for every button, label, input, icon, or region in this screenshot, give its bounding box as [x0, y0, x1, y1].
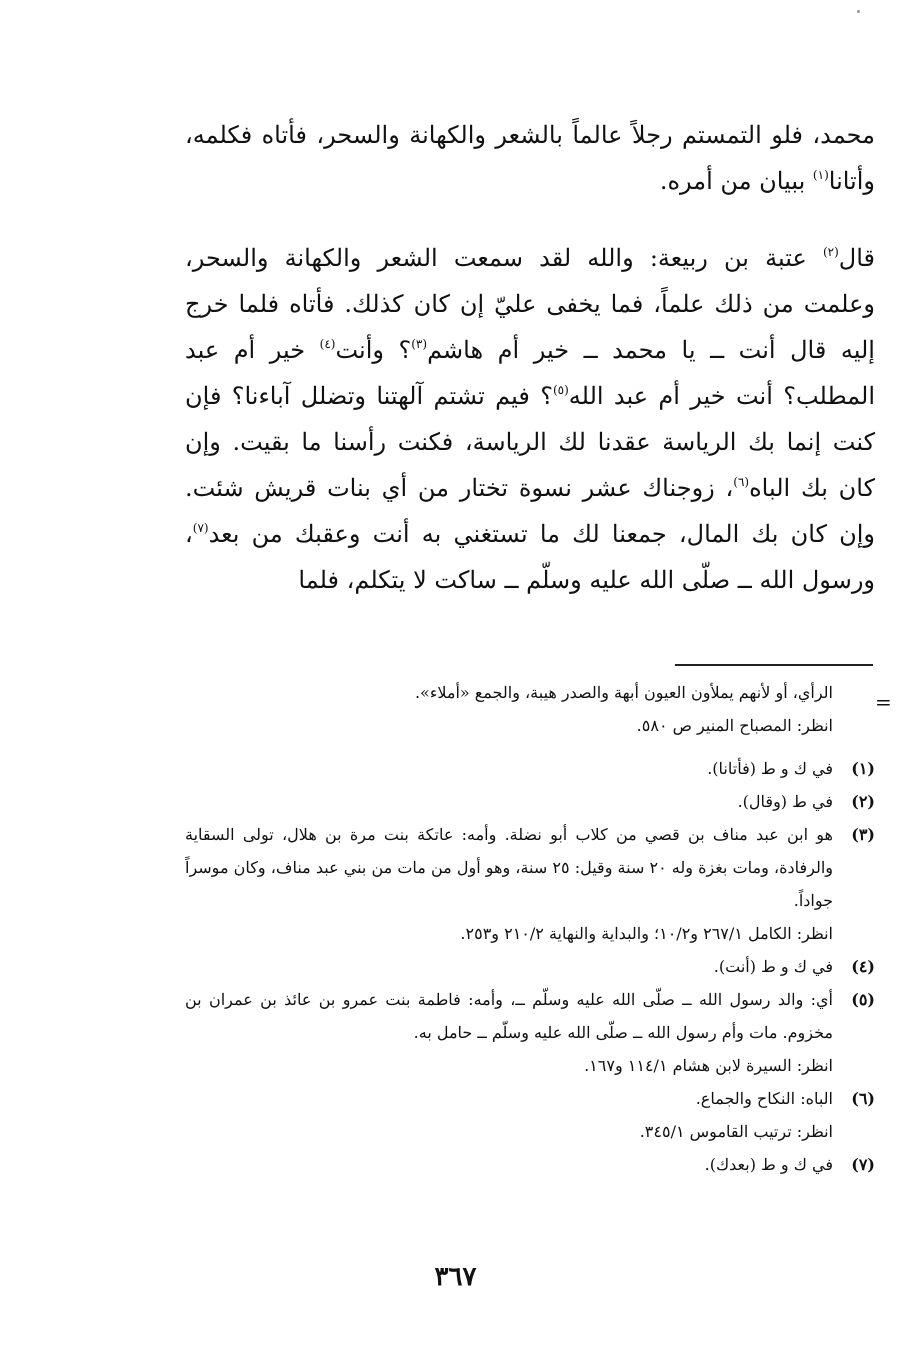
continued-footnote-text [185, 676, 833, 742]
footnote-ref[interactable]: (٤) [319, 337, 336, 351]
scan-speck [857, 10, 860, 13]
footnote-line: الباه: النكاح والجماع. [695, 1089, 833, 1108]
footnote-ref[interactable]: (٣) [411, 337, 428, 351]
paragraph-2-text: ؟ وأنت [335, 336, 412, 364]
footnote [185, 752, 875, 785]
footnote [185, 785, 875, 818]
paragraph-1 [185, 112, 875, 204]
paragraph-2-text: ؟ فيم تشتم آلهتنا وتضلل آباءنا؟ فإن كنت إنما بك الرياسة عقدنا لك الرياسة، فكنت رأسنا ما بقيت. وإن كان بك الباه [185, 382, 876, 502]
footnote-divider [675, 664, 873, 666]
footnote-number: (٤) [851, 957, 875, 976]
footnote-line: هو ابن عبد مناف بن قصي من كلاب أبو نضلة. وأمه: عاتكة بنت مرة بن هلال، تولى السقاية والرفادة، ومات بغزة وله ٢٠ سنة وقيل: ٢٥ سنة، وهو أول من مات من بني عبد مناف، وكان موسراً جواداً. [185, 825, 833, 910]
paragraph-2-text: ، ورسول الله ــ صلّى الله عليه وسلّم ــ ساكت لا يتكلم، فلما [185, 520, 875, 594]
spacer [185, 742, 875, 752]
footnote-line: في ك و ط (أنت). [713, 957, 833, 976]
continuation-mark: = [875, 690, 892, 714]
footnote-text [185, 752, 833, 785]
paragraph-2-text: ، زوجناك عشر نسوة تختار من أي بنات قريش شئت. وإن كان بك المال، جمعنا لك ما تستغني به أنت وعقبك من بعد [185, 474, 875, 548]
continued-footnote-line: الرأي، أو لأنهم يملأون العيون أبهة والصدر هيبة، والجمع «أملاء». [414, 683, 833, 702]
footnote-line: في ط (وقال). [737, 792, 833, 811]
footnote-ref-1[interactable]: (١) [812, 168, 829, 182]
footnote-text [185, 1082, 833, 1148]
continued-footnote-line: انظر: المصباح المنير ص ٥٨٠. [636, 716, 833, 735]
footnote-number: (١) [851, 759, 875, 778]
paragraph-2-text: خير أم عبد المطلب؟ أنت خير أم عبد الله [185, 336, 875, 410]
footnote-line: في ك و ط (فأتانا). [707, 759, 833, 778]
footnote-text [185, 785, 833, 818]
footnote-source-line: انظر: السيرة لابن هشام ١١٤/١ و١٦٧. [584, 1056, 833, 1075]
continued-footnote [185, 676, 875, 742]
footnote-line: في ك و ط (بعدك). [704, 1155, 833, 1174]
footnote [185, 1082, 875, 1148]
footnote-text [185, 1148, 833, 1181]
paragraph-2-text: عتبة بن ربيعة: والله لقد سمعت الشعر والكهانة والسحر، وعلمت من ذلك علماً، فما يخفى عليّ إن كان كذلك. فأتاه فلما خرج إليه قال أنت ــ يا محمد ــ خير أم هاشم [185, 244, 875, 364]
paragraph-2-text: قال [838, 244, 875, 272]
footnote-number: (٥) [851, 990, 875, 1009]
footnote-number: (٣) [851, 825, 875, 844]
paragraph-1-text: محمد، فلو التمستم رجلاً عالماً بالشعر والكهانة والسحر، فأتاه فكلمه، وأتانا [185, 121, 875, 195]
footnote [185, 950, 875, 983]
footnote-number: (٢) [851, 792, 875, 811]
footnote-number: (٧) [851, 1155, 875, 1174]
footnote-source-line: انظر: ترتيب القاموس ٣٤٥/١. [639, 1122, 833, 1141]
footnote-ref[interactable]: (٧) [192, 521, 209, 535]
footnotes [185, 676, 875, 1181]
paragraph-2 [185, 235, 875, 603]
footnote-line: أي: والد رسول الله ــ صلّى الله عليه وسلّم ــ، وأمه: فاطمة بنت عمرو بن عائذ بن عمران بن مخزوم. مات وأم رسول الله ــ صلّى الله عليه وسلّم ــ حامل به. [185, 990, 833, 1042]
footnote-source-line: انظر: الكامل ٢٦٧/١ و١٠/٢؛ والبداية والنهاية ٢١٠/٢ و٢٥٣. [460, 924, 833, 943]
footnote-text [185, 818, 833, 950]
footnote [185, 1148, 875, 1181]
footnote-text [185, 950, 833, 983]
footnote-ref[interactable]: (٢) [822, 245, 839, 259]
footnote-text [185, 983, 833, 1082]
footnote-number: (٦) [851, 1089, 875, 1108]
page-number: ٣٦٧ [434, 1262, 477, 1292]
footnote [185, 818, 875, 950]
paragraph-1-tail: ببيان من أمره. [659, 167, 813, 195]
footnote-ref[interactable]: (٦) [733, 475, 750, 489]
footnote-ref[interactable]: (٥) [552, 383, 569, 397]
footnote [185, 983, 875, 1082]
footnote-list [185, 752, 875, 1181]
